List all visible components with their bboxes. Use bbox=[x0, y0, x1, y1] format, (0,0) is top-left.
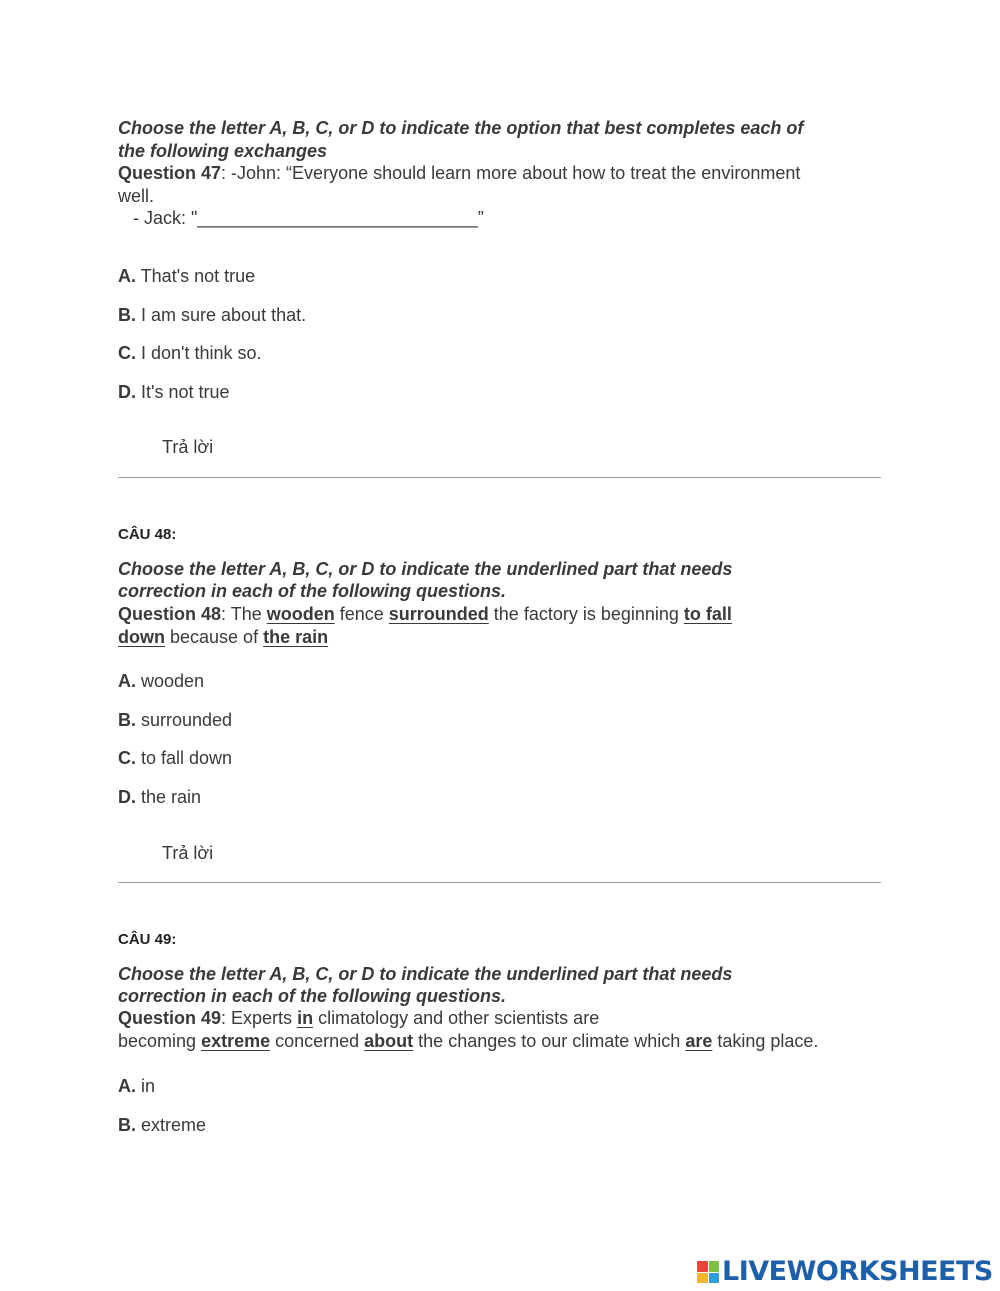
q48-underlined-c-part2: down bbox=[118, 627, 165, 647]
q47-stem-line2: well. bbox=[118, 186, 155, 206]
q49-instruction-line2: correction in each of the following questions. bbox=[118, 986, 507, 1006]
stem-text: the factory is beginning bbox=[488, 604, 684, 624]
logo-square-green bbox=[709, 1261, 720, 1272]
q48-instruction-line2: correction in each of the following questions. bbox=[118, 581, 507, 601]
logo-square-yellow bbox=[697, 1273, 708, 1284]
q49-underlined-c: about bbox=[364, 1031, 414, 1051]
q47-option-d[interactable] bbox=[118, 381, 229, 403]
option-letter: A. bbox=[118, 671, 136, 691]
option-text: in bbox=[136, 1076, 156, 1096]
option-text: surrounded bbox=[136, 710, 233, 730]
option-text: I don't think so. bbox=[136, 343, 262, 363]
stem-text: climatology and other scientists are bbox=[313, 1008, 600, 1028]
q49-option-a[interactable] bbox=[118, 1075, 155, 1097]
q48-underlined-b: surrounded bbox=[388, 604, 489, 624]
option-letter: B. bbox=[118, 305, 136, 325]
liveworksheets-logo-icon bbox=[697, 1261, 719, 1283]
q48-answer-link[interactable]: Trả lời bbox=[162, 843, 214, 863]
stem-text: becoming bbox=[118, 1031, 202, 1051]
option-text: extreme bbox=[136, 1115, 207, 1135]
q47-instruction-line1: Choose the letter A, B, C, or D to indicate the option that best completes each of bbox=[118, 118, 804, 138]
q48-option-d[interactable] bbox=[118, 786, 201, 808]
q49-label: Question 49 bbox=[118, 1008, 222, 1028]
option-letter: A. bbox=[118, 266, 136, 286]
q47-stem-line3: - Jack: "____________________________” bbox=[118, 208, 484, 228]
q48-label: Question 48 bbox=[118, 604, 222, 624]
option-text: the rain bbox=[136, 787, 202, 807]
stem-text: because of bbox=[165, 627, 264, 647]
liveworksheets-logo[interactable] bbox=[697, 1257, 993, 1287]
q47-instruction-line2: the following exchanges bbox=[118, 141, 328, 161]
stem-text: : Experts bbox=[221, 1008, 298, 1028]
q47-option-c[interactable] bbox=[118, 342, 262, 364]
q49-underlined-d: are bbox=[685, 1031, 713, 1051]
option-text: wooden bbox=[136, 671, 205, 691]
logo-square-red bbox=[697, 1261, 708, 1272]
option-letter: B. bbox=[118, 1115, 136, 1135]
divider bbox=[118, 477, 881, 478]
q47-answer-link[interactable]: Trả lời bbox=[162, 437, 214, 457]
option-letter: C. bbox=[118, 343, 136, 363]
q47-option-a[interactable] bbox=[118, 265, 255, 287]
q47-stem-text: : -John: “Everyone should learn more about how to treat the environment bbox=[221, 163, 801, 183]
divider bbox=[118, 882, 881, 883]
q47-stem bbox=[118, 162, 800, 184]
q49-stem-line1 bbox=[118, 1007, 599, 1029]
q48-option-c[interactable] bbox=[118, 747, 232, 769]
q49-instruction-line1: Choose the letter A, B, C, or D to indicate the underlined part that needs bbox=[118, 964, 733, 984]
q49-heading: CÂU 49: bbox=[118, 931, 177, 948]
option-text: to fall down bbox=[136, 748, 233, 768]
q47-label: Question 47 bbox=[118, 163, 222, 183]
q48-instruction-line1: Choose the letter A, B, C, or D to indicate the underlined part that needs bbox=[118, 559, 733, 579]
q48-underlined-d: the rain bbox=[263, 627, 329, 647]
q48-option-b[interactable] bbox=[118, 709, 232, 731]
q48-underlined-a: wooden bbox=[266, 604, 335, 624]
stem-text: : The bbox=[221, 604, 267, 624]
q48-stem-line1 bbox=[118, 603, 732, 625]
option-letter: D. bbox=[118, 382, 136, 402]
q47-option-b[interactable] bbox=[118, 304, 306, 326]
stem-text: fence bbox=[334, 604, 389, 624]
q48-underlined-c-part1: to fall bbox=[683, 604, 732, 624]
option-text: That's not true bbox=[136, 266, 256, 286]
q49-underlined-a: in bbox=[297, 1008, 314, 1028]
option-letter: B. bbox=[118, 710, 136, 730]
q49-underlined-b: extreme bbox=[201, 1031, 271, 1051]
option-letter: A. bbox=[118, 1076, 136, 1096]
option-letter: C. bbox=[118, 748, 136, 768]
stem-text: taking place. bbox=[712, 1031, 819, 1051]
option-letter: D. bbox=[118, 787, 136, 807]
option-text: It's not true bbox=[136, 382, 230, 402]
q48-stem-line2 bbox=[118, 626, 328, 648]
logo-square-blue bbox=[709, 1273, 720, 1284]
q49-stem-line2 bbox=[118, 1030, 818, 1052]
stem-text: the changes to our climate which bbox=[413, 1031, 686, 1051]
q48-heading: CÂU 48: bbox=[118, 526, 177, 543]
stem-text: concerned bbox=[270, 1031, 365, 1051]
option-text: I am sure about that. bbox=[136, 305, 307, 325]
logo-text: LIVEWORKSHEETS bbox=[722, 1256, 993, 1287]
q49-option-b[interactable] bbox=[118, 1114, 206, 1136]
q48-option-a[interactable] bbox=[118, 670, 204, 692]
